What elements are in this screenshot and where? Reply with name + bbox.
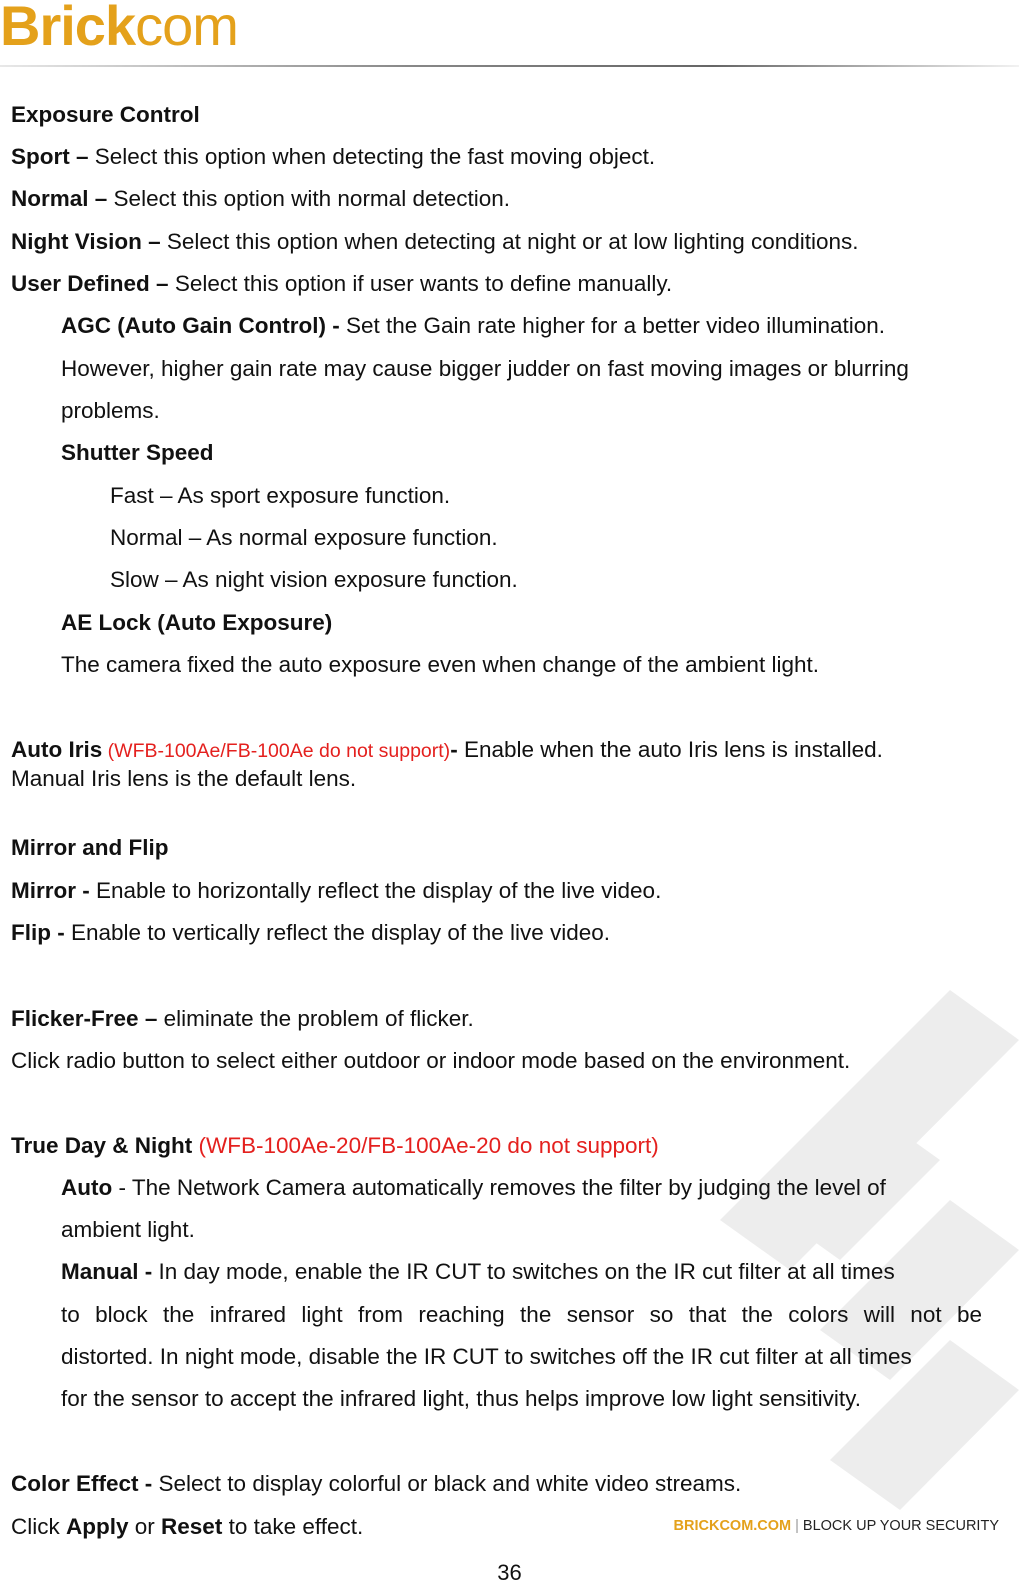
mirror-desc: Mirror - Enable to horizontally reflect the display of the live video. [11, 878, 662, 903]
shutter-slow: Slow – As night vision exposure function. [110, 567, 518, 592]
auto-iris-desc: Auto Iris (WFB-100Ae/FB-100Ae do not support)- Enable when the auto Iris lens is installed. [11, 737, 883, 762]
normal-desc: Normal – Select this option with normal detection. [11, 186, 511, 211]
shutter-fast: Fast – As sport exposure function. [110, 483, 451, 508]
agc-desc-line2: However, higher gain rate may cause bigger judder on fast moving images or blurring [61, 356, 909, 381]
day-night-manual-desc-line3: distorted. In night mode, disable the IR CUT to switches off the IR cut filter at all times [61, 1344, 912, 1369]
footer-brand: BRICKCOM.COM | BLOCK UP YOUR SECURITY [673, 1518, 999, 1534]
agc-desc-line3: problems. [61, 398, 160, 423]
ae-lock-desc: The camera fixed the auto exposure even when change of the ambient light. [61, 652, 819, 677]
apply-reset-instruction: Click Apply or Reset to take effect. [11, 1514, 364, 1539]
true-day-night-heading: True Day & Night (WFB-100Ae-20/FB-100Ae-20 do not support) [11, 1133, 659, 1158]
user-defined-desc: User Defined – Select this option if user wants to define manually. [11, 271, 673, 296]
agc-desc: AGC (Auto Gain Control) - Set the Gain rate higher for a better video illumination. [61, 313, 886, 338]
day-night-auto-desc: Auto - The Network Camera automatically removes the filter by judging the level of [61, 1175, 886, 1200]
brickcom-logo: Brickcom [0, 0, 238, 57]
day-night-manual-desc-line4: for the sensor to accept the infrared light, thus helps improve low light sensitivity. [61, 1386, 861, 1411]
header-rule [0, 62, 1019, 70]
day-night-auto-desc-line2: ambient light. [61, 1217, 195, 1242]
color-effect-desc: Color Effect - Select to display colorful or black and white video streams. [11, 1471, 742, 1496]
flip-desc: Flip - Enable to vertically reflect the display of the live video. [11, 920, 611, 945]
flicker-free-desc: Flicker-Free – eliminate the problem of flicker. [11, 1006, 474, 1031]
sport-desc: Sport – Select this option when detecting the fast moving object. [11, 144, 656, 169]
day-night-manual-desc: Manual - In day mode, enable the IR CUT to switches on the IR cut filter at all times [61, 1259, 895, 1284]
night-vision-desc: Night Vision – Select this option when detecting at night or at low lighting conditions. [11, 229, 859, 254]
shutter-normal: Normal – As normal exposure function. [110, 525, 498, 550]
auto-iris-desc-line2: Manual Iris lens is the default lens. [11, 766, 357, 791]
shutter-speed-heading: Shutter Speed [61, 440, 214, 465]
flicker-free-desc-line2: Click radio button to select either outdoor or indoor mode based on the environment. [11, 1048, 851, 1073]
exposure-control-heading: Exposure Control [11, 102, 200, 127]
mirror-flip-heading: Mirror and Flip [11, 835, 169, 860]
page-number: 36 [497, 1560, 522, 1585]
ae-lock-heading: AE Lock (Auto Exposure) [61, 610, 333, 635]
day-night-manual-desc-line2: to block the infrared light from reaching the sensor so that the colors will not be [61, 1302, 982, 1327]
